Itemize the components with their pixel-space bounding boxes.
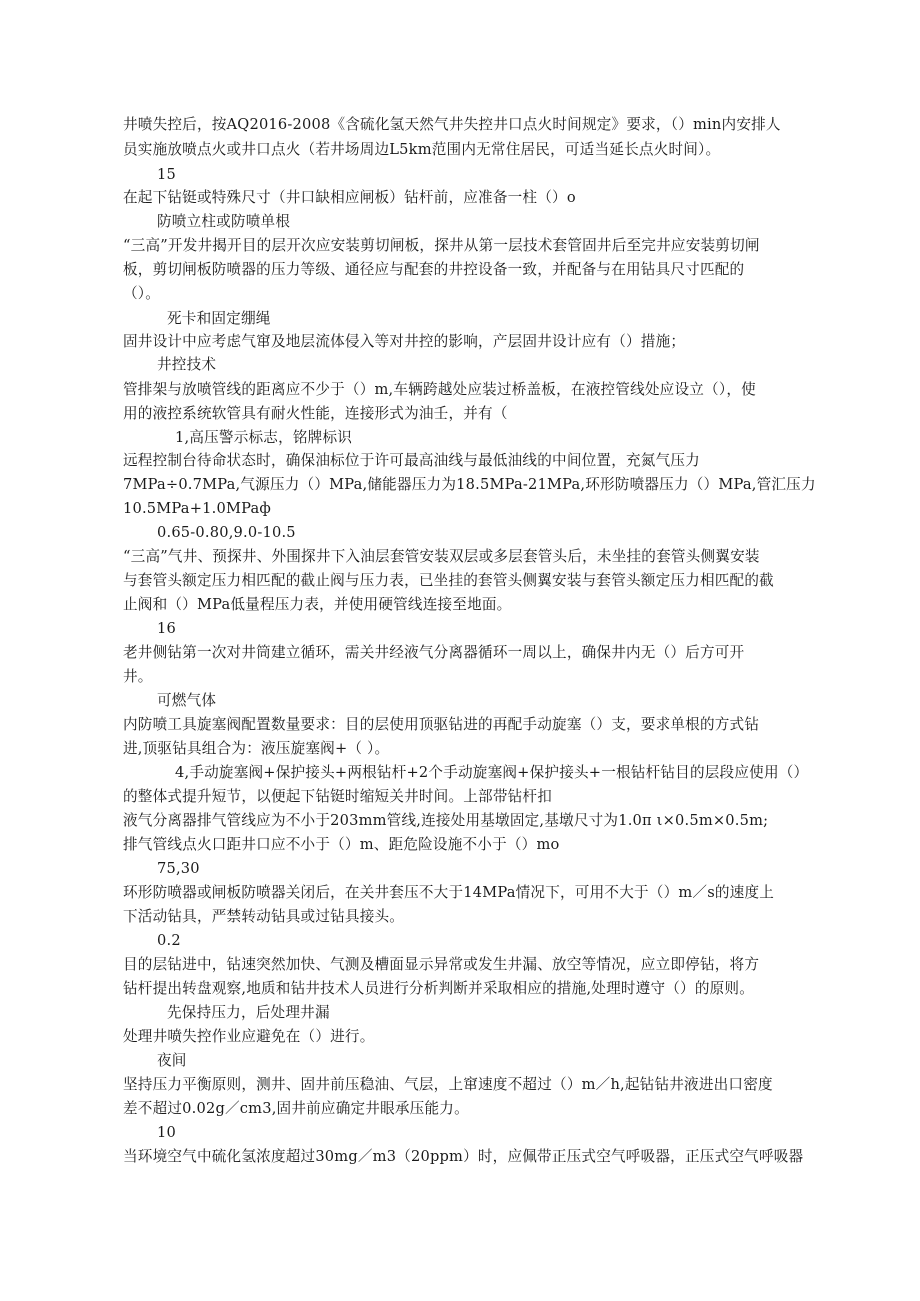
text-line: 进,顶驱钻具组合为：液压旋塞阀+（ ）。 [123, 740, 390, 757]
text-line: 井。 [123, 668, 153, 685]
text-line: 员实施放喷点火或井口点火（若井场周边L5km范围内无常住居民，可适当延长点火时间）。 [123, 141, 721, 158]
answer-line: 1,高压警示标志，铭牌标识 [175, 429, 353, 446]
text-line: 止阀和（）MPa低量程压力表，并使用硬管线连接至地面。 [123, 596, 512, 613]
answer-line: 75,30 [157, 860, 200, 877]
answer-line: 16 [157, 620, 176, 637]
text-line: 固井设计中应考虑气窜及地层流体侵入等对井控的影响，产层固井设计应有（）措施； [123, 333, 686, 350]
text-line: 用的液控系统软管具有耐火性能，连接形式为油壬，并有（ [123, 405, 508, 422]
answer-line: 可燃气体 [157, 692, 217, 709]
answer-line: 15 [157, 166, 176, 183]
text-line: 目的层钻进中，钻速突然加快、气测及槽面显示异常或发生井漏、放空等情况，应立即停钻，将方 [123, 956, 760, 973]
text-line: 差不超过0.02g／cm3,固井前应确定井眼承压能力。 [123, 1100, 469, 1117]
text-line: 老井侧钻第一次对井筒建立循环，需关井经液气分离器循环一周以上，确保井内无（）后方可开 [123, 644, 745, 661]
answer-line: 死卡和固定绷绳 [167, 310, 271, 327]
text-line: 环形防喷器或闸板防喷器关闭后，在关井套压不大于14MPa情况下，可用不大于（）m／s的速度上 [123, 884, 775, 901]
text-line: 管排架与放喷管线的距离应不少于（）m,车辆跨越处应装过桥盖板，在液控管线处应设立（），使 [123, 381, 756, 398]
text-line: 当环境空气中硫化氢浓度超过30mg／m3（20ppm）时，应佩带正压式空气呼吸器，正压式空气呼吸器 [123, 1148, 804, 1165]
text-line: 7MPa÷0.7MPa,气源压力（）MPa,储能器压力为18.5MPa-21MPa,环形防喷器压力（）MPa,管汇压力 [123, 476, 816, 493]
text-line: “三高”气井、预探井、外围探井下入油层套管安装双层或多层套管头后，未坐挂的套管头侧翼安装 [123, 548, 760, 565]
answer-line: 4,手动旋塞阀+保护接头+两根钻杆+2个手动旋塞阀+保护接头+一根钻杆钻目的层段应使用（） [175, 764, 809, 781]
answer-line: 井控技术 [157, 356, 217, 373]
answer-line: 10 [157, 1124, 176, 1141]
text-line: 钻杆提出转盘观察,地质和钻井技术人员进行分析判断并采取相应的措施,处理时遵守（）的原则。 [123, 980, 755, 997]
text-line: 远程控制台待命状态时，确保油标位于许可最高油线与最低油线的中间位置，充氮气压力 [123, 452, 700, 469]
text-line: 井喷失控后，按AQ2016-2008《含硫化氢天然气井失控井口点火时间规定》要求，（）min内安排人 [123, 116, 781, 133]
answer-line: 防喷立柱或防喷单根 [157, 213, 291, 230]
text-line: 内防喷工具旋塞阀配置数量要求：目的层使用顶驱钻进的再配手动旋塞（）支，要求单根的方式钻 [123, 716, 760, 733]
answer-line: 0.65-0.80,9.0-10.5 [157, 524, 296, 541]
answer-line: 先保持压力，后处理井漏 [167, 1004, 330, 1021]
text-line: （）。 [123, 285, 161, 302]
text-line: 在起下钻铤或特殊尺寸（井口缺相应闸板）钻杆前，应准备一柱（）o [123, 189, 576, 206]
answer-line: 0.2 [157, 932, 181, 949]
text-line: 下活动钻具，严禁转动钻具或过钻具接头。 [123, 908, 405, 925]
text-line: 排气管线点火口距井口应不小于（）m、距危险设施不小于（）mo [123, 836, 560, 853]
text-line: 处理井喷失控作业应避免在（）进行。 [123, 1028, 375, 1045]
answer-line: 夜间 [157, 1052, 187, 1069]
text-line: 板，剪切闸板防喷器的压力等级、通径应与配套的井控设备一致，并配备与在用钻具尺寸匹配的 [123, 261, 745, 278]
text-line: “三高”开发井揭开目的层开次应安装剪切闸板，探井从第一层技术套管固井后至完井应安装剪切闸 [123, 237, 760, 254]
text-line: 与套管头额定压力相匹配的截止阀与压力表，已坐挂的套管头侧翼安装与套管头额定压力相匹配的截 [123, 572, 774, 589]
text-line: 10.5MPa+1.0MPaф [123, 500, 271, 517]
text-line: 坚持压力平衡原则，测井、固井前压稳油、气层，上窜速度不超过（）m／h,起钻钻井液进出口密度 [123, 1076, 773, 1093]
text-line: 液气分离器排气管线应为不小于203mm管线,连接处用基墩固定,基墩尺寸为1.0π ι×0.5m×0.5m; [123, 812, 769, 829]
text-line: 的整体式提升短节，以便起下钻铤时缩短关井时间。上部带钻杆扣 [123, 788, 553, 805]
